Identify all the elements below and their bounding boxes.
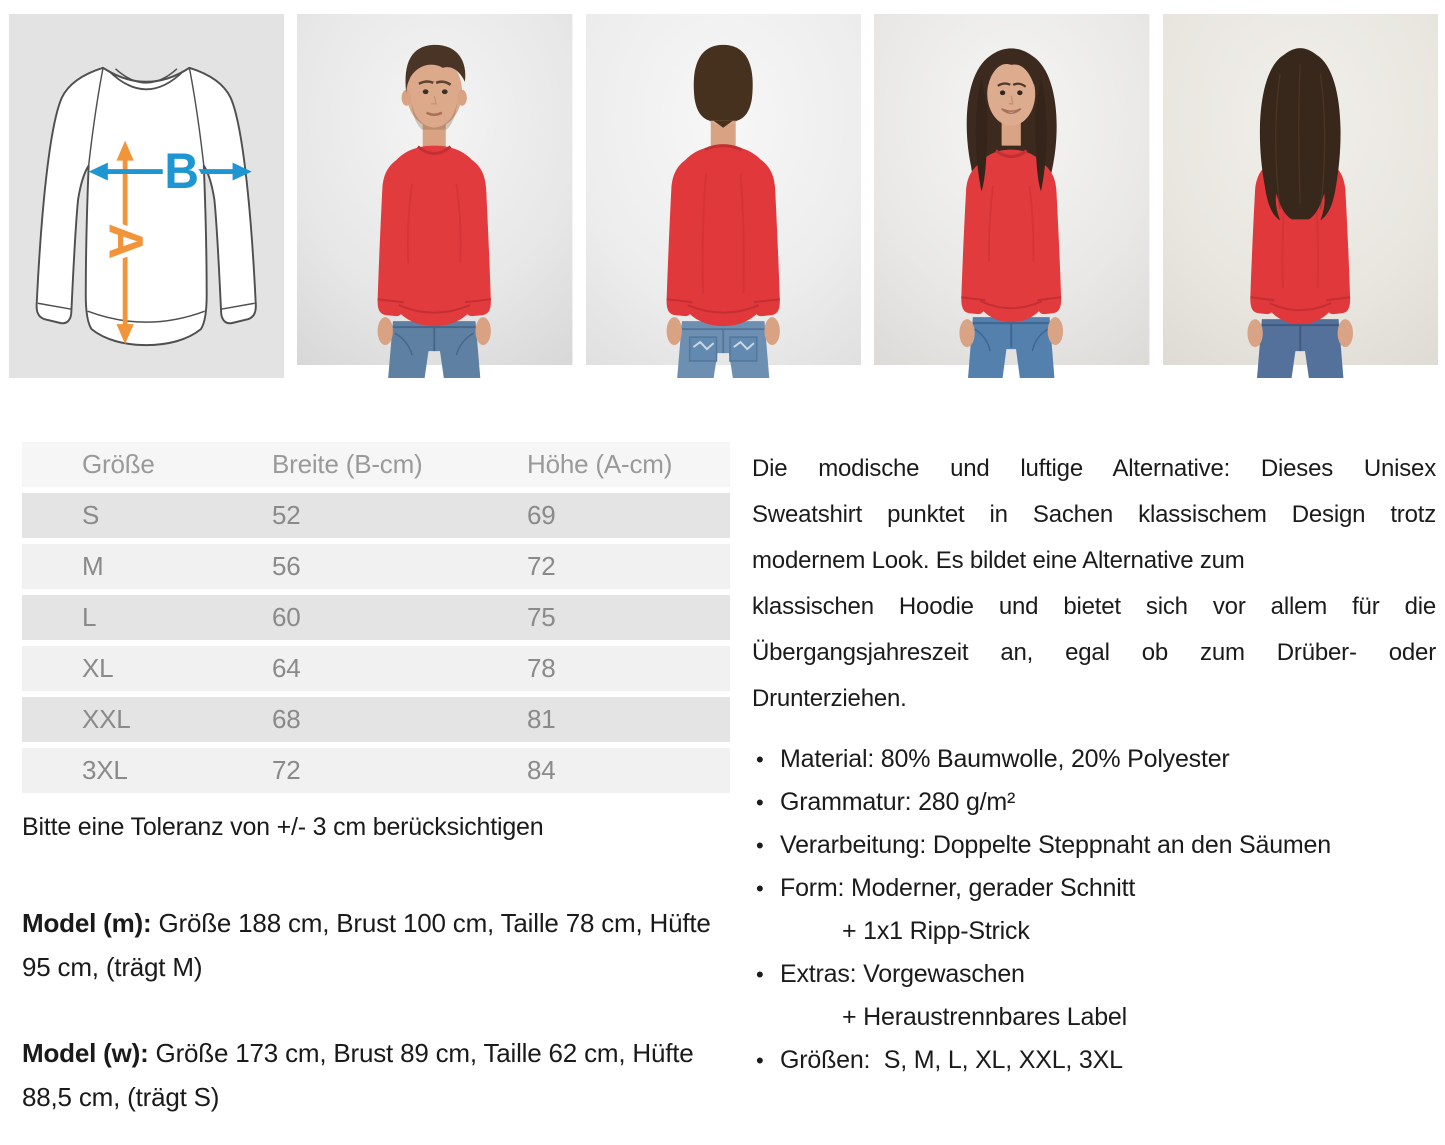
table-row xyxy=(22,493,730,538)
description-line: Die modische und luftige Alternative: Dieses Unisex xyxy=(752,455,1436,482)
photo-man-front xyxy=(297,14,572,378)
man-front-illustration xyxy=(297,14,572,378)
table-row xyxy=(22,544,730,589)
cell-height: 69 xyxy=(527,493,730,538)
cell-width: 60 xyxy=(272,595,527,640)
product-description xyxy=(752,446,1436,722)
header-width: Breite (B-cm) xyxy=(272,442,527,487)
woman-front-illustration xyxy=(874,14,1149,378)
size-table xyxy=(22,436,730,799)
feature-grammatur xyxy=(752,781,1436,824)
model-m-label: Model (m): xyxy=(22,908,152,938)
sweatshirt-measurement-diagram xyxy=(9,14,284,378)
bullet-icon: • xyxy=(756,833,764,858)
label-a: A xyxy=(98,223,152,260)
feature-subtext: + 1x1 Ripp-Strick xyxy=(842,917,1030,945)
photo-woman-front xyxy=(874,14,1149,378)
cell-size: 3XL xyxy=(22,748,272,793)
cell-width: 72 xyxy=(272,748,527,793)
cell-width: 68 xyxy=(272,697,527,742)
feature-verarbeitung xyxy=(752,824,1436,867)
photo-woman-back xyxy=(1163,14,1438,378)
label-b: B xyxy=(164,144,200,200)
feature-groessen xyxy=(752,1039,1436,1082)
bullet-icon: • xyxy=(756,1048,764,1073)
cell-height: 81 xyxy=(527,697,730,742)
cell-size: L xyxy=(22,595,272,640)
cell-size: S xyxy=(22,493,272,538)
bullet-icon: • xyxy=(756,747,764,772)
model-w-info xyxy=(22,1031,722,1119)
cell-size: XL xyxy=(22,646,272,691)
feature-text: Form: Moderner, gerader Schnitt xyxy=(780,874,1136,902)
model-w-text: Größe 173 cm, Brust 89 cm, Taille 62 cm, Hüfte 88,5 cm, (trägt S) xyxy=(22,1038,694,1112)
description-line: Drunterziehen. xyxy=(752,685,907,712)
woman-back-illustration xyxy=(1163,14,1438,378)
description-line: Übergangsjahreszeit an, egal ob zum Drüber- oder xyxy=(752,639,1436,666)
table-row xyxy=(22,748,730,793)
bullet-icon: • xyxy=(756,962,764,987)
header-height: Höhe (A-cm) xyxy=(527,442,730,487)
model-w-label: Model (w): xyxy=(22,1038,149,1068)
table-row xyxy=(22,595,730,640)
tolerance-note: Bitte eine Toleranz von +/- 3 cm berücksichtigen xyxy=(22,813,544,841)
model-m-text: Größe 188 cm, Brust 100 cm, Taille 78 cm, Hüfte 95 cm, (trägt M) xyxy=(22,908,711,982)
feature-subtext: + Heraustrennbares Label xyxy=(842,1003,1127,1031)
size-chart-column xyxy=(22,436,734,1119)
feature-text: Größen: S, M, L, XL, XXL, 3XL xyxy=(780,1046,1123,1074)
cell-width: 52 xyxy=(272,493,527,538)
table-row xyxy=(22,646,730,691)
cell-size: M xyxy=(22,544,272,589)
size-diagram-panel xyxy=(9,14,284,378)
cell-height: 78 xyxy=(527,646,730,691)
header-size: Größe xyxy=(22,442,272,487)
feature-list xyxy=(752,738,1436,1082)
cell-height: 75 xyxy=(527,595,730,640)
cell-size: XXL xyxy=(22,697,272,742)
feature-text: Extras: Vorgewaschen xyxy=(780,960,1025,988)
feature-material xyxy=(752,738,1436,781)
cell-width: 56 xyxy=(272,544,527,589)
product-image-gallery xyxy=(0,0,1445,378)
description-line: klassischen Hoodie und bietet sich vor allem für die xyxy=(752,593,1436,620)
details-section xyxy=(0,436,1445,1119)
cell-width: 64 xyxy=(272,646,527,691)
table-row xyxy=(22,697,730,742)
description-line: Sweatshirt punktet in Sachen klassischem Design trotz xyxy=(752,501,1436,528)
bullet-icon: • xyxy=(756,876,764,901)
photo-man-back xyxy=(586,14,861,378)
feature-form xyxy=(752,867,1436,953)
description-column xyxy=(734,436,1437,1119)
feature-text: Verarbeitung: Doppelte Steppnaht an den Säumen xyxy=(780,831,1331,859)
description-line: modernem Look. Es bildet eine Alternative zum xyxy=(752,547,1245,574)
man-back-illustration xyxy=(586,14,861,378)
bullet-icon: • xyxy=(756,790,764,815)
feature-extras xyxy=(752,953,1436,1039)
feature-text: Material: 80% Baumwolle, 20% Polyester xyxy=(780,745,1230,773)
size-table-header-row xyxy=(22,442,730,487)
feature-text: Grammatur: 280 g/m² xyxy=(780,788,1016,816)
cell-height: 84 xyxy=(527,748,730,793)
model-m-info xyxy=(22,901,722,989)
cell-height: 72 xyxy=(527,544,730,589)
